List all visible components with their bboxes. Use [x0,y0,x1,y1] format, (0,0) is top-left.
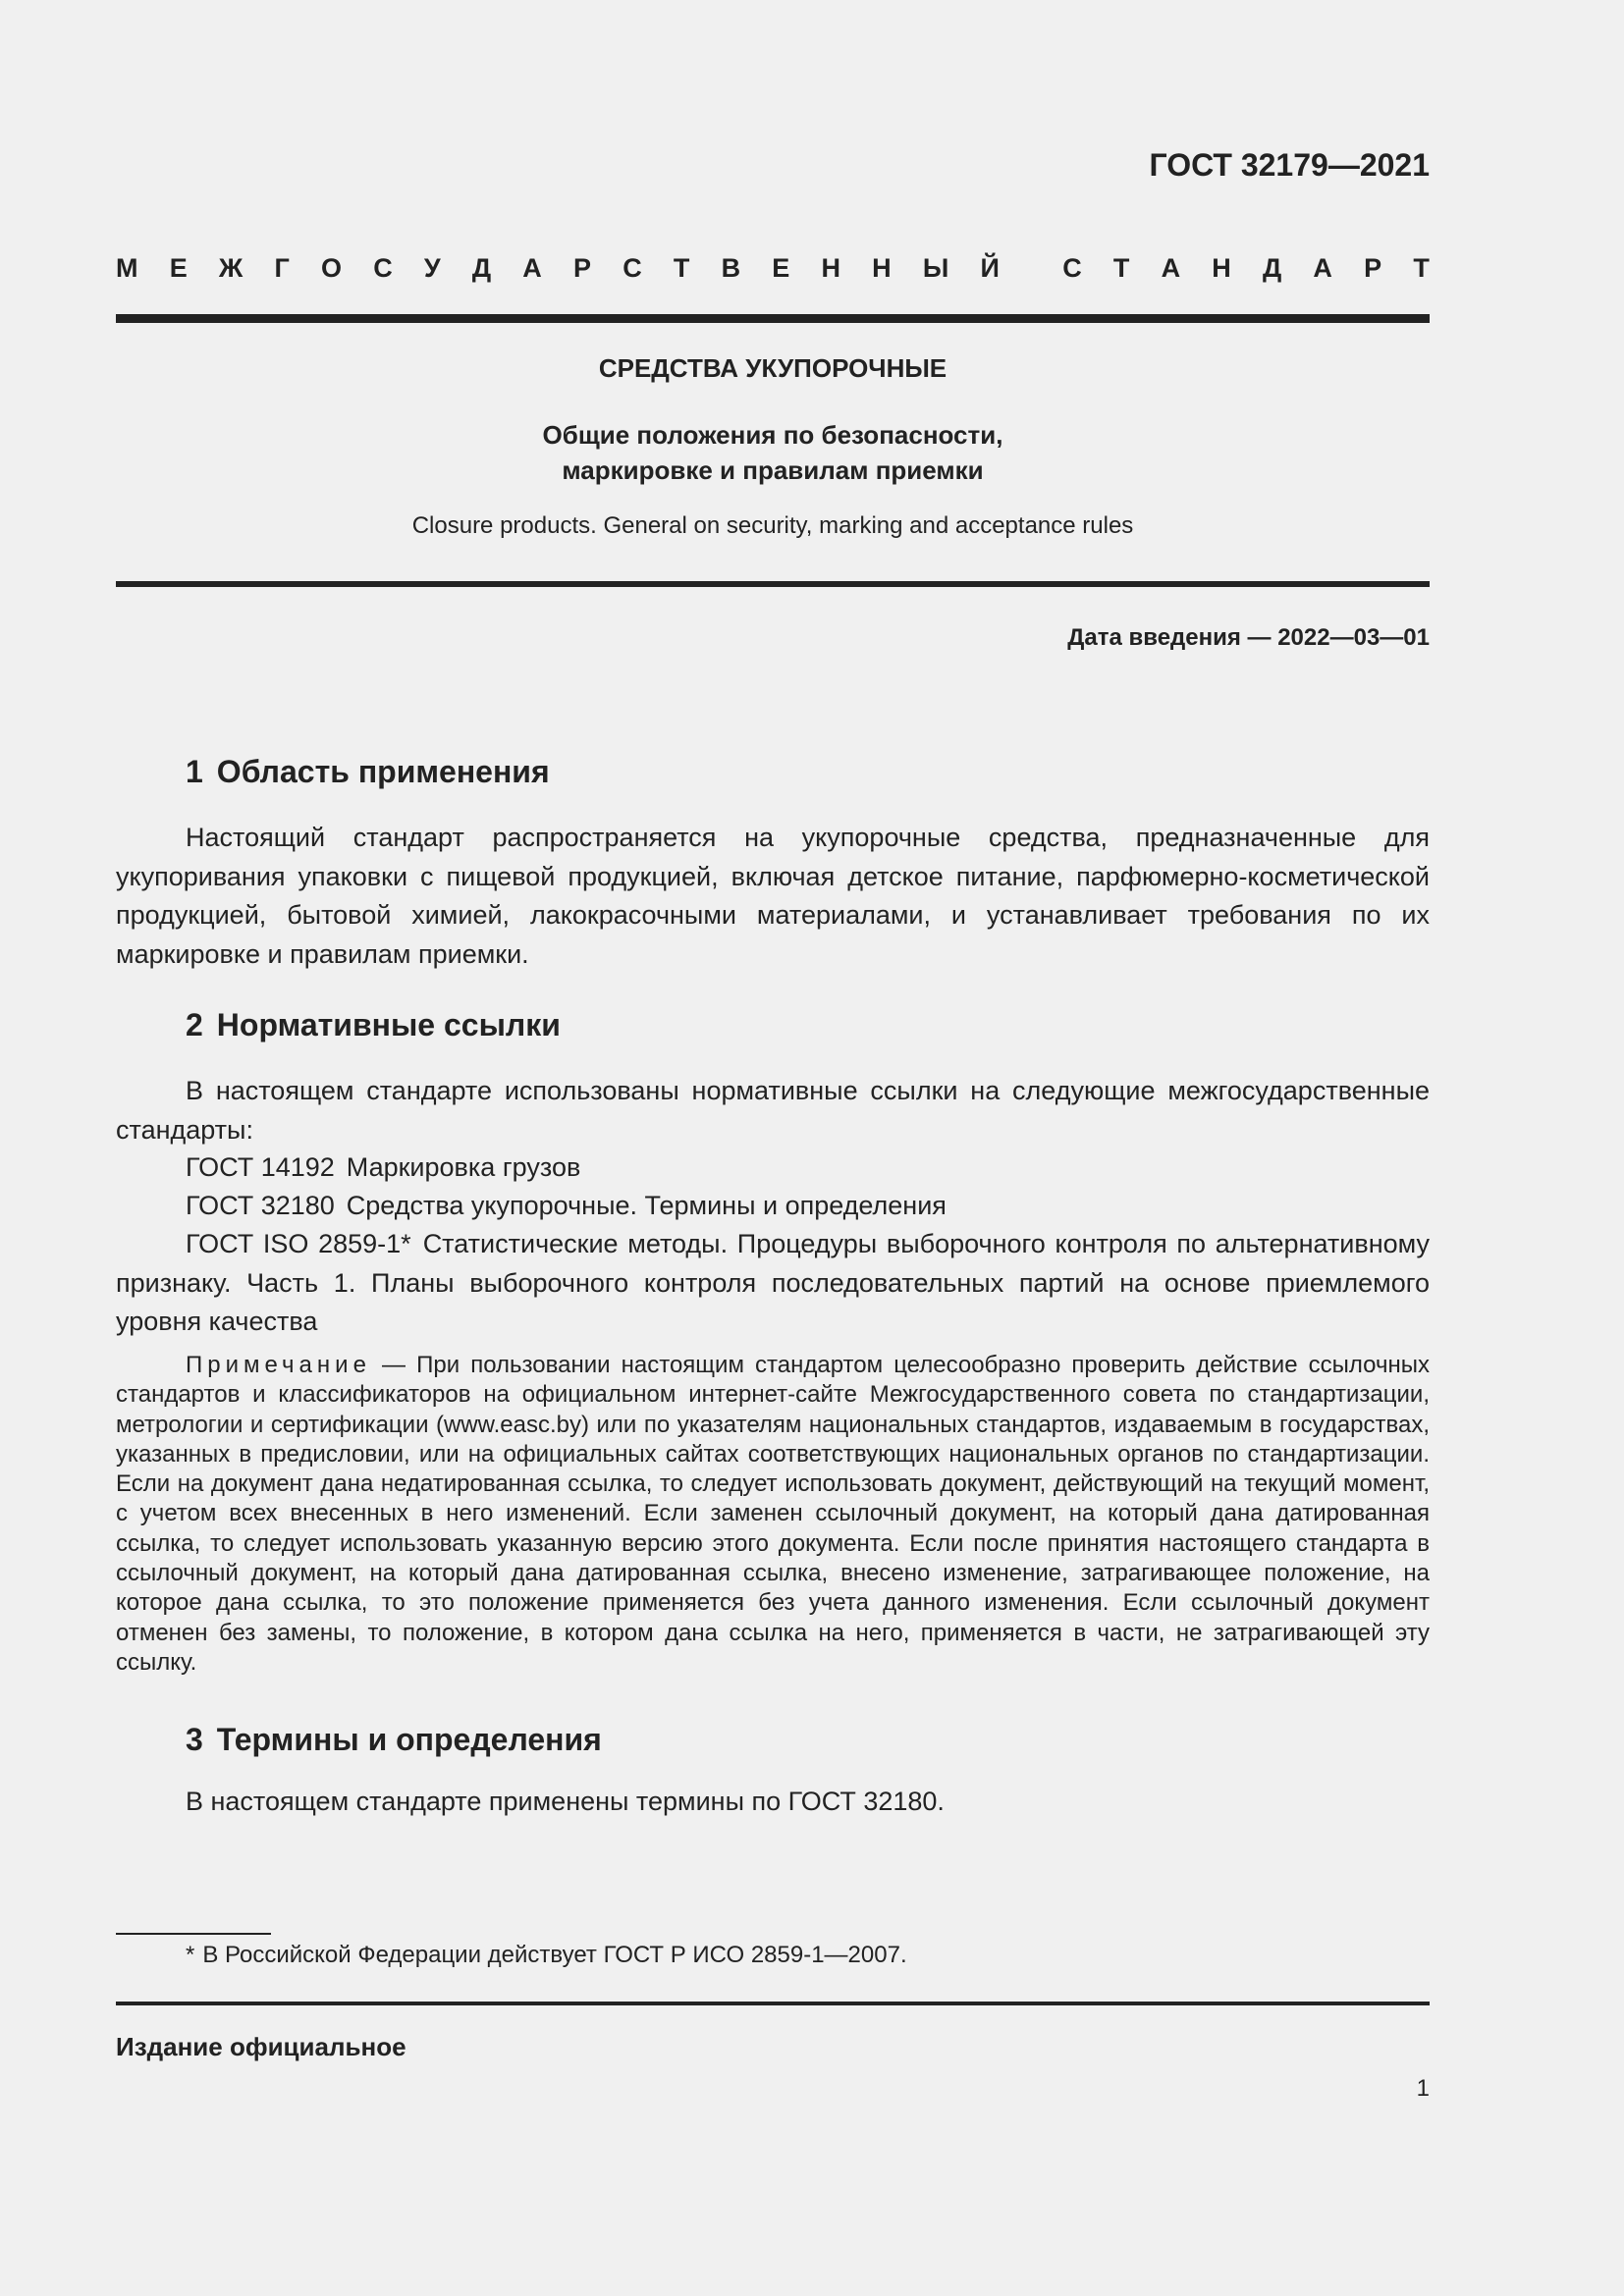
footnote [186,1940,907,1971]
section-2-intro: В настоящем стандарте использованы нормативные ссылки на следующие межгосударственные стандарты: [116,1076,1430,1145]
section-1-text: Настоящий стандарт распространяется на укупорочные средства, предназначенные для укупоривания упаковки с пищевой продукцией, включая детское питание, парфюмерно-косметической продукцией, бытовой химией, лакокрасочными материалами, и устанавливает требования по их маркировке и правилам приемки. [116,823,1430,969]
footer-divider [116,2002,1430,2005]
heading-letter: Н [1212,253,1231,283]
section-number: 2 [186,1007,203,1042]
heading-letter: Д [471,253,492,283]
introduction-date: Дата введения — 2022—03—01 [1067,624,1430,651]
reference-title: Статистические методы. Процедуры выборочного контроля по альтернативному признаку. Часть 1. Планы выборочного контроля последовательных партий на основе приемлемого уровня качества [116,1229,1430,1336]
reference-title: Средства укупорочные. Термины и определения [346,1191,947,1220]
reference-item [186,1187,947,1226]
section-number: 3 [186,1722,203,1757]
top-divider [116,314,1430,323]
english-title: Closure products. General on security, marking and acceptance rules [411,512,1134,539]
heading-letter: В [721,253,741,283]
heading-letter: Н [872,253,892,283]
footnote-mark: * [186,1942,195,1968]
heading-letter: Е [169,253,188,283]
heading-letter: А [1161,253,1181,283]
heading-letter: Ж [218,253,244,283]
heading-letter: Ы [922,253,949,283]
note-text: — При пользовании настоящим стандартом целесообразно проверить действие ссылочных стандартов и классификаторов на официальном интернет-сайте Межгосударственного совета по стандартизации, метрологии и сертификации (www.easc.by) или по указателям национальных стандартов, издаваемым в государствах, указанных в предисловии, или на официальных сайтах соответствующих национальных органов по стандартизации. Если на документ дана недатированная ссылка, то следует использовать документ, действующий на текущий момент, с учетом всех внесенных в него изменений. Если заменен ссылочный документ, на который дана датированная ссылка, то следует использовать указанную версию этого документа. Если после принятия настоящего стандарта в ссылочный документ, на который дана датированная ссылка, внесено изменение, затрагивающее положение, на которое дана ссылка, то это положение применяется без учета данного изменения. Если ссылочный документ отменен без замены, то положение, в котором дана ссылка на него, применяется в части, не затрагивающей эту ссылку. [116,1352,1430,1676]
edition-label: Издание официальное [116,2032,406,2061]
section-title: Область применения [216,754,550,789]
title-divider [116,581,1430,587]
reference-item [116,1225,1430,1342]
section-3-heading [186,1722,602,1758]
document-title: СРЕДСТВА УКУПОРОЧНЫЕ [598,353,947,383]
heading-letter: Т [1112,253,1130,283]
reference-code: ГОСТ 14192 [186,1152,335,1182]
heading-letter: Д [1262,253,1282,283]
heading-letter: М [116,253,138,283]
interstate-standard-heading [116,253,1430,284]
document-subtitle [116,417,1430,488]
reference-code: ГОСТ ISO 2859-1* [186,1229,411,1258]
heading-letter: У [423,253,441,283]
heading-letter: Т [1413,253,1430,283]
subtitle-line-1: Общие положения по безопасности, [542,420,1003,450]
section-1-heading [186,754,550,790]
heading-letter: Т [673,253,690,283]
reference-title: Маркировка грузов [346,1152,581,1182]
note-label: Примечание [186,1352,371,1378]
heading-letter: А [1313,253,1332,283]
section-number: 1 [186,754,203,789]
subtitle-line-2: маркировке и правилам приемки [562,455,984,485]
heading-letter: Н [821,253,840,283]
heading-letter: С [1062,253,1082,283]
gost-code: ГОСТ 32179—2021 [1149,147,1430,183]
footnote-text: В Российской Федерации действует ГОСТ Р ИСО 2859-1—2007. [202,1942,907,1968]
reference-code: ГОСТ 32180 [186,1191,335,1220]
heading-letter: О [320,253,342,283]
heading-letter: Й [980,253,1000,283]
reference-item [186,1148,580,1188]
heading-letter: Г [274,253,290,283]
section-title: Нормативные ссылки [216,1007,561,1042]
heading-letter: А [522,253,542,283]
section-title: Термины и определения [216,1722,602,1757]
section-2-heading [186,1007,561,1043]
heading-letter: Е [772,253,790,283]
heading-letter: Р [1364,253,1382,283]
heading-letter: Р [572,253,591,283]
page-number: 1 [1416,2075,1430,2102]
heading-letter: С [623,253,642,283]
note-paragraph [116,1351,1430,1678]
heading-letter: С [373,253,393,283]
footnote-separator [116,1933,271,1935]
section-3-text: В настоящем стандарте применены термины по ГОСТ 32180. [186,1787,945,1816]
